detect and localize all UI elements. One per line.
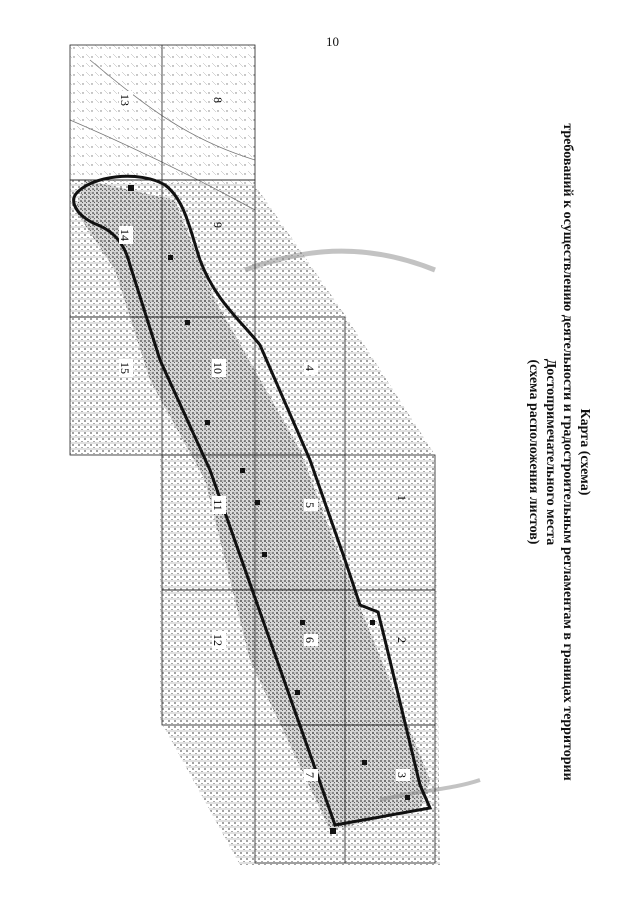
- sheet-label-15: [118, 359, 133, 377]
- svg-text:4: 4: [303, 365, 317, 371]
- title-line-4: (схема расположения листов): [526, 359, 541, 545]
- svg-text:6: 6: [303, 637, 317, 643]
- svg-text:10: 10: [211, 362, 225, 374]
- svg-text:8: 8: [211, 97, 225, 103]
- sheet-label-4: [303, 362, 318, 374]
- svg-text:12: 12: [211, 634, 225, 646]
- svg-text:9: 9: [211, 222, 225, 228]
- sheet-label-6: [303, 634, 318, 646]
- svg-text:2: 2: [395, 637, 409, 643]
- sheet-label-13: [118, 91, 133, 109]
- sheet-label-10: [211, 359, 226, 377]
- svg-text:14: 14: [118, 229, 132, 241]
- title-line-3: Достопримечательного места: [543, 358, 558, 546]
- svg-text:3: 3: [395, 772, 409, 778]
- sheet-label-7: [303, 769, 318, 781]
- svg-text:5: 5: [303, 502, 317, 508]
- svg-text:1: 1: [395, 495, 409, 501]
- svg-text:15: 15: [118, 362, 132, 374]
- title-line-1: Карта (схема): [577, 408, 592, 496]
- svg-text:11: 11: [211, 499, 225, 511]
- sheet-label-9: [211, 222, 225, 228]
- sheet-label-2: [395, 637, 409, 643]
- svg-text:13: 13: [118, 94, 132, 106]
- sheet-label-1: [395, 495, 409, 501]
- svg-text:7: 7: [303, 772, 317, 778]
- sheet-label-5: [303, 499, 318, 511]
- sheet-label-3: [395, 769, 410, 781]
- page-number: 10: [326, 34, 339, 49]
- title-line-2: требований к осуществлению деятельности и градостроительным регламентам в границах территории: [560, 123, 575, 781]
- sheet-label-8: [211, 97, 225, 103]
- sheet-label-14: [118, 226, 133, 244]
- sheet-label-11: [211, 496, 226, 514]
- sheet-label-12: [211, 631, 226, 649]
